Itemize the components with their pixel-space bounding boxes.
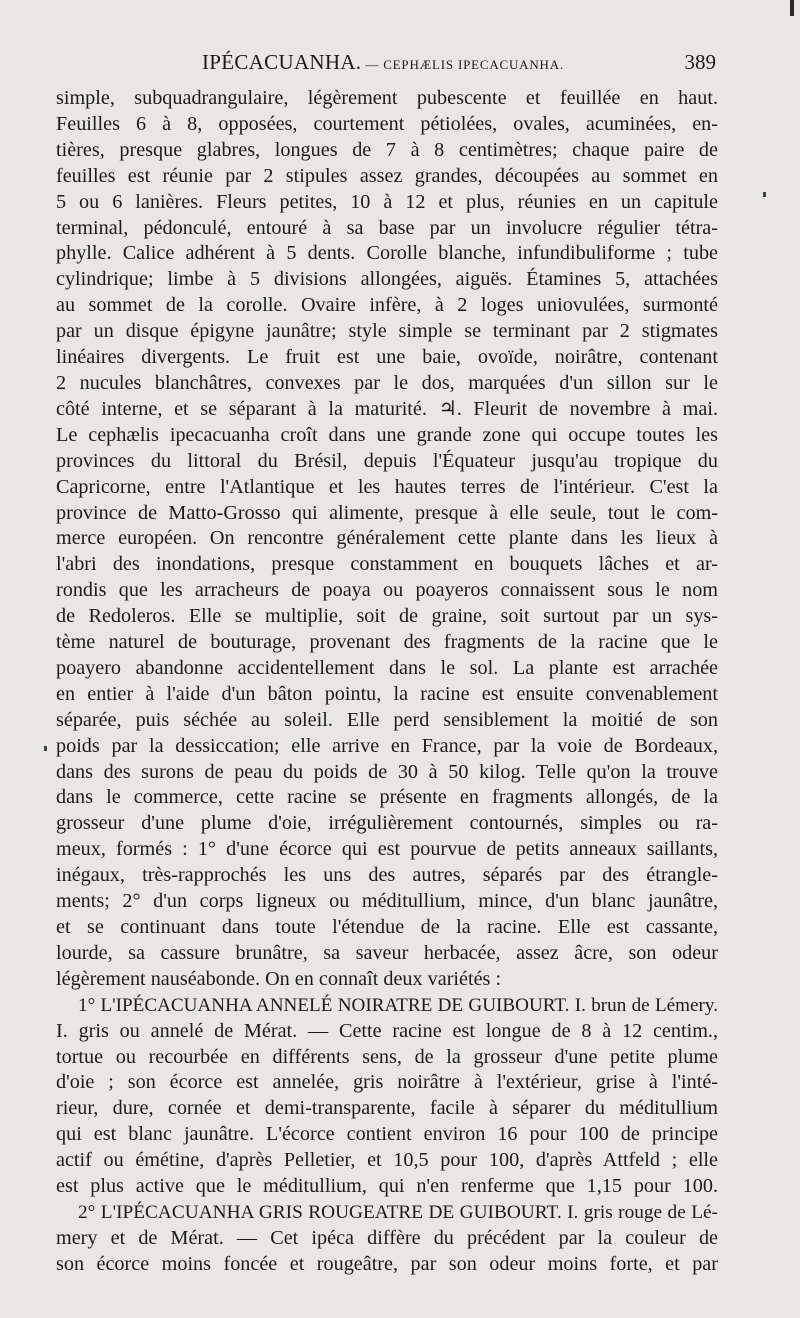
text-line: cylindrique; limbe à 5 divisions allongées, aiguës. Étamines 5, attachées (56, 268, 718, 291)
text-line: meux, formés : 1° d'une écorce qui est pourvue de petits anneaux saillants, (56, 838, 718, 861)
text-line: I. gris ou annelé de Mérat. — Cette racine est longue de 8 à 12 centim., (56, 1019, 718, 1042)
text-line: linéaires divergents. Le fruit est une baie, ovoïde, noirâtre, contenant (56, 346, 718, 369)
text-line: mery et de Mérat. — Cet ipéca diffère du précédent par la couleur de (56, 1226, 718, 1249)
text-line: par un disque épigyne jaunâtre; style simple se terminant par 2 stigmates (56, 320, 718, 343)
text-line: tières, presque glabres, longues de 7 à 8 centimètres; chaque paire de (56, 138, 718, 161)
text-line: phylle. Calice adhérent à 5 dents. Corolle blanche, infundibuliforme ; tube (56, 242, 718, 265)
text-line: 2 nucules blanchâtres, convexes par le dos, marquées d'un sillon sur le (56, 371, 718, 394)
text-line: merce européen. On rencontre généralement cette plante dans les lieux à (56, 527, 718, 550)
text-line: l'abri des inondations, presque constamment en bouquets lâches et ar- (56, 553, 718, 576)
running-title-sub: — CEPHÆLIS IPECACUANHA. (365, 57, 564, 72)
text-line: et se continuant dans toute l'étendue de la racine. Elle est cassante, (56, 916, 718, 938)
margin-speck (44, 746, 47, 751)
text-line: dans le commerce, cette racine se présente en fragments allongés, de la (56, 786, 718, 809)
running-header (56, 50, 716, 82)
running-title-main: IPÉCACUANHA. (202, 50, 362, 74)
text-line: actif ou émétine, d'après Pelletier, et 10,5 pour 100, d'après Attfeld ; elle (56, 1149, 718, 1172)
page-edge-mark (790, 0, 794, 16)
running-title (202, 50, 564, 75)
text-line: poayero abandonne accidentellement dans le sol. La plante est arrachée (56, 656, 718, 679)
text-line: dans des surons de peau du poids de 30 à 50 kilog. Telle qu'on la trouve (56, 760, 718, 783)
margin-speck (763, 192, 766, 197)
text-line: 5 ou 6 lanières. Fleurs petites, 10 à 12 et plus, réunies en un capitule (56, 190, 718, 213)
text-line: tortue ou recourbée en différents sens, de la grosseur d'une petite plume (56, 1045, 718, 1068)
text-line: Le cephælis ipecacuanha croît dans une grande zone qui occupe toutes les (56, 423, 718, 446)
text-line: 1° L'IPÉCACUANHA ANNELÉ NOIRATRE DE GUIBOURT. I. brun de Lémery. (78, 994, 718, 1016)
text-line: en entier à l'aide d'un bâton pointu, la racine est ensuite convenablement (56, 682, 718, 705)
text-line: côté interne, et se séparant à la maturité. ♃. Fleurit de novembre à mai. (56, 397, 718, 420)
text-line: d'oie ; son écorce est annelée, gris noirâtre à l'extérieur, grise à l'inté- (56, 1071, 718, 1094)
text-line: poids par la dessiccation; elle arrive en France, par la voie de Bordeaux, (56, 734, 718, 757)
text-line: 2° L'IPÉCACUANHA GRIS ROUGEATRE DE GUIBOURT. I. gris rouge de Lé- (78, 1201, 718, 1223)
text-line: Feuilles 6 à 8, opposées, courtement pétiolées, ovales, acuminées, en- (56, 112, 718, 135)
text-line: provinces du littoral du Brésil, depuis l'Équateur jusqu'au tropique du (56, 449, 718, 472)
body-text (56, 86, 718, 1278)
text-line: ments; 2° d'un corps ligneux ou méditullium, mince, d'un blanc jaunâtre, (56, 890, 718, 913)
text-line: tème naturel de bouturage, provenant des fragments de la racine que le (56, 631, 718, 654)
text-line: terminal, pédonculé, entouré à sa base par un involucre régulier tétra- (56, 216, 718, 239)
text-line: lourde, sa cassure brunâtre, sa saveur herbacée, assez âcre, son odeur (56, 941, 718, 964)
text-line: son écorce moins foncée et rougeâtre, par son odeur moins forte, et par (56, 1252, 718, 1275)
text-line: qui est blanc jaunâtre. L'écorce contient environ 16 pour 100 de principe (56, 1123, 718, 1146)
text-line: feuilles est réunie par 2 stipules assez grandes, découpées au sommet en (56, 164, 718, 187)
text-line: rondis que les arracheurs de poaya ou poayeros connaissent sous le nom (56, 579, 718, 602)
text-line: Capricorne, entre l'Atlantique et les hautes terres de l'intérieur. C'est la (56, 475, 718, 498)
text-line: province de Matto-Grosso qui alimente, presque à elle seule, tout le com- (56, 501, 718, 524)
text-line: au sommet de la corolle. Ovaire infère, à 2 loges uniovulées, surmonté (56, 294, 718, 317)
text-line: grosseur d'une plume d'oie, irrégulièrement contournés, simples ou ra- (56, 812, 718, 835)
text-line: rieur, dure, cornée et demi-transparente, facile à séparer du méditullium (56, 1097, 718, 1120)
text-line: séparée, puis séchée au soleil. Elle perd sensiblement la moitié de son (56, 708, 718, 731)
page-number: 389 (684, 50, 716, 74)
text-line: simple, subquadrangulaire, légèrement pubescente et feuillée en haut. (56, 87, 718, 109)
text-line: de Redoleros. Elle se multiplie, soit de graine, soit surtout par un sys- (56, 605, 718, 628)
text-line: est plus active que le méditullium, qui n'en renferme que 1,15 pour 100. (56, 1175, 718, 1198)
text-line: légèrement nauséabonde. On en connaît deux variétés : (56, 967, 502, 990)
text-line: inégaux, très-rapprochés les uns des autres, séparés par des étrangle- (56, 864, 718, 887)
